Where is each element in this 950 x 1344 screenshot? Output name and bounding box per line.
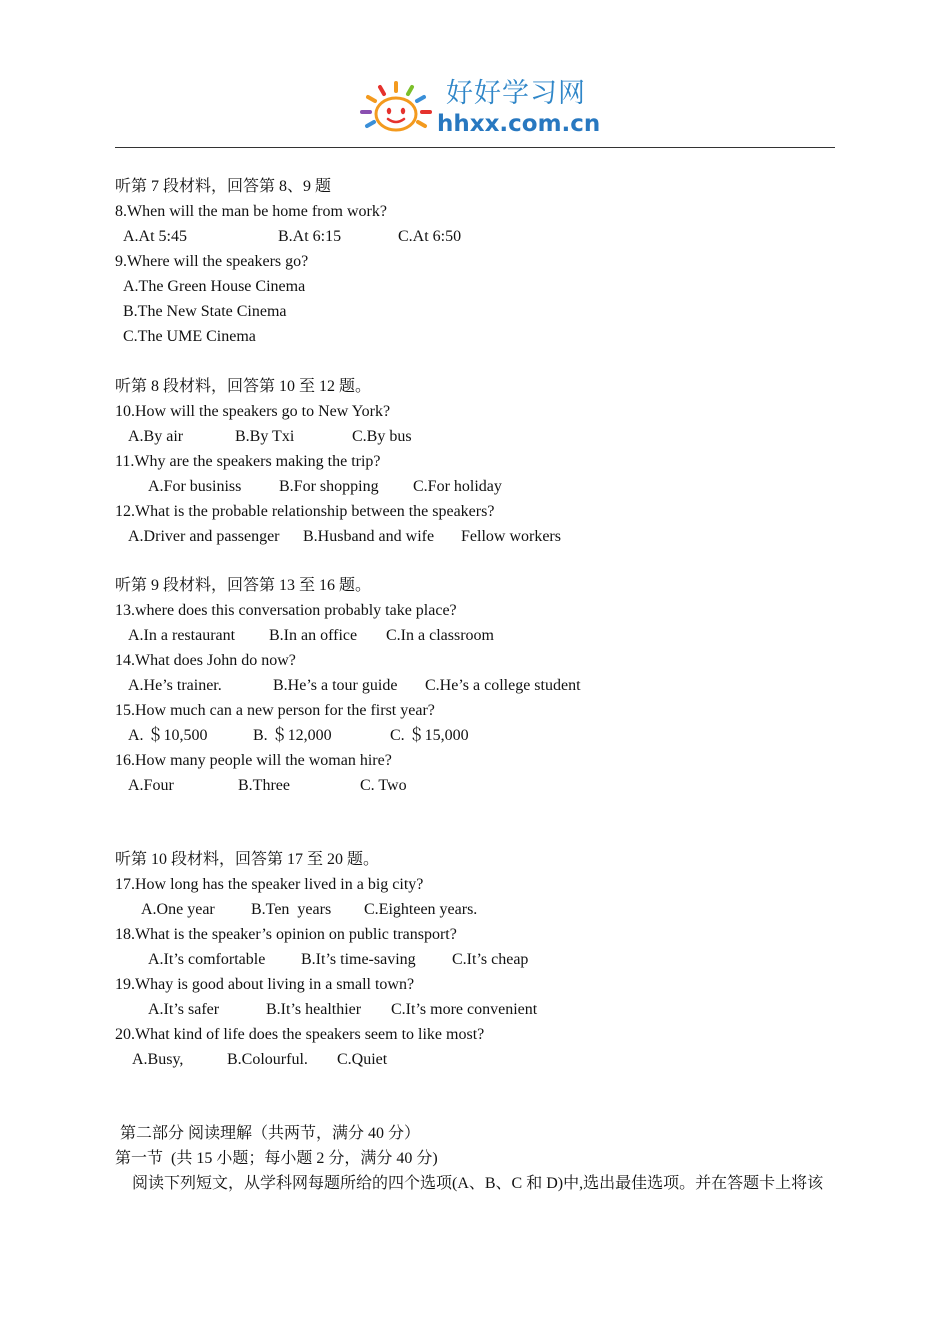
instructions-text: 阅读下列短文，从学科网每题所给的四个选项(A、B、C 和 D)中,选出最佳选项。并在答题卡上将该 — [132, 1175, 824, 1192]
answer-option: B.He’s a tour guide — [273, 677, 398, 694]
answer-option: A.The Green House Cinema — [123, 278, 306, 295]
question-text: 8.When will the man be home from work? — [115, 203, 387, 220]
sun-logo-icon — [358, 80, 434, 136]
question-text: 9.Where will the speakers go? — [115, 253, 309, 270]
answer-option: B.Three — [238, 777, 290, 794]
answer-option: B.It’s time-saving — [301, 951, 416, 968]
answer-option: Fellow workers — [461, 528, 561, 545]
question-text: 10.How will the speakers go to New York? — [115, 403, 391, 420]
answer-option: C.By bus — [352, 428, 412, 445]
answer-option: A.In a restaurant — [128, 627, 236, 644]
answer-option: C. Two — [360, 777, 407, 794]
answer-option: B.For shopping — [279, 478, 379, 495]
answer-option: B.The New State Cinema — [123, 303, 287, 320]
question-text: 11.Why are the speakers making the trip? — [115, 453, 381, 470]
answer-option: A.Four — [128, 777, 174, 794]
answer-option: A.It’s comfortable — [148, 951, 266, 968]
question-text: 15.How much can a new person for the first year? — [115, 702, 435, 719]
answer-option: A. ＄10,500 — [128, 727, 208, 744]
answer-option: A.Busy, — [132, 1051, 184, 1068]
header-divider — [115, 147, 835, 148]
answer-option: C.It’s more convenient — [391, 1001, 538, 1018]
logo-domain: hhxx.com.cn — [437, 111, 601, 137]
section-heading: 听第 9 段材料，回答第 13 至 16 题。 — [115, 577, 372, 594]
answer-option: B.Ten years — [251, 901, 332, 918]
part-title: 第二部分 阅读理解（共两节，满分 40 分） — [120, 1125, 421, 1142]
question-text: 14.What does John do now? — [115, 652, 296, 669]
page-header — [0, 0, 950, 150]
answer-option: C.Quiet — [337, 1051, 388, 1068]
question-text: 16.How many people will the woman hire? — [115, 752, 392, 769]
question-text: 12.What is the probable relationship between the speakers? — [115, 503, 495, 520]
section-heading: 听第 7 段材料，回答第 8、9 题 — [115, 178, 332, 195]
answer-option: B.It’s healthier — [266, 1001, 362, 1018]
answer-option: A.By air — [128, 428, 184, 445]
answer-option: A.He’s trainer. — [128, 677, 222, 694]
answer-option: C.It’s cheap — [452, 951, 529, 968]
question-text: 20.What kind of life does the speakers seem to like most? — [115, 1026, 485, 1043]
answer-option: C.The UME Cinema — [123, 328, 256, 345]
section-heading: 听第 10 段材料，回答第 17 至 20 题。 — [115, 851, 380, 868]
answer-option: B. ＄12,000 — [253, 727, 332, 744]
answer-option: C.Eighteen years. — [364, 901, 478, 918]
answer-option: A.It’s safer — [148, 1001, 220, 1018]
answer-option: C.He’s a college student — [425, 677, 581, 694]
answer-option: A.Driver and passenger — [128, 528, 280, 545]
section-heading: 听第 8 段材料，回答第 10 至 12 题。 — [115, 378, 372, 395]
question-text: 13.where does this conversation probably take place? — [115, 602, 457, 619]
section-title: 第一节 (共 15 小题；每小题 2 分，满分 40 分) — [115, 1150, 438, 1167]
answer-option: A.One year — [141, 901, 215, 918]
answer-option: C.In a classroom — [386, 627, 494, 644]
answer-option: B.Husband and wife — [303, 528, 435, 545]
question-text: 18.What is the speaker’s opinion on public transport? — [115, 926, 457, 943]
logo-chinese-name: 好好学习网 — [446, 78, 586, 109]
answer-option: C. ＄15,000 — [390, 727, 469, 744]
answer-option: B.At 6:15 — [278, 228, 342, 245]
answer-option: B.Colourful. — [227, 1051, 308, 1068]
question-text: 17.How long has the speaker lived in a big city? — [115, 876, 424, 893]
answer-option: B.By Txi — [235, 428, 295, 445]
answer-option: B.In an office — [269, 627, 358, 644]
question-text: 19.Whay is good about living in a small town? — [115, 976, 415, 993]
answer-option: C.At 6:50 — [398, 228, 462, 245]
answer-option: C.For holiday — [413, 478, 502, 495]
answer-option: A.At 5:45 — [123, 228, 187, 245]
answer-option: A.For businiss — [148, 478, 242, 495]
